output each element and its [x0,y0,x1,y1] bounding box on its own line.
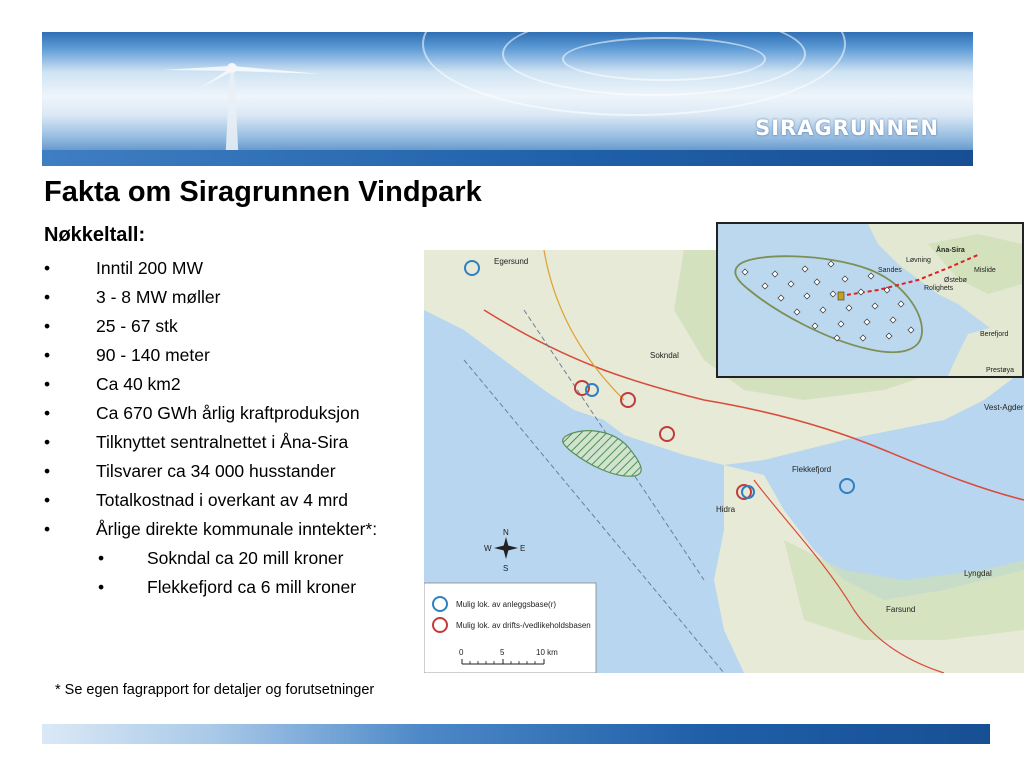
svg-text:N: N [503,528,509,537]
list-item: • Tilknyttet sentralnettet i Åna-Sira [44,432,349,452]
page-title: Fakta om Siragrunnen Vindpark [44,176,482,208]
siragrunnen-logo: SIRAGRUNNEN [755,116,939,140]
svg-text:5: 5 [500,648,505,657]
place-label: Sandes [878,267,902,274]
place-label: Prestøya [986,367,1015,374]
inset-graphic [718,224,1022,376]
place-label: Flekkefjord [792,465,832,474]
legend-red-label: Mulig lok. av drifts-/vedlikeholdsbasen [456,621,591,630]
place-label: Hidra [716,505,736,514]
svg-text:W: W [484,544,492,553]
key-figures-list [44,257,424,605]
wind-park-inset-map [716,222,1024,378]
svg-text:10 km: 10 km [536,648,558,657]
place-label: Egersund [494,257,529,266]
header-banner [42,32,973,166]
list-item: • Årlige direkte kommunale inntekter*: [44,519,378,539]
list-item: • Ca 40 km2 [44,374,181,394]
legend-blue-label: Mulig lok. av anleggsbase(r) [456,600,557,609]
svg-text:S: S [503,564,509,573]
place-label: Sokndal [650,351,679,360]
footer-bar [42,724,990,744]
place-label: Farsund [886,605,916,614]
place-label: Mislide [974,267,996,274]
list-item: • 25 - 67 stk [44,316,178,336]
map-legend [424,583,596,673]
place-label: Vest-Agder [984,403,1024,412]
list-item: • 3 - 8 MW møller [44,287,221,307]
list-item: • Ca 670 GWh årlig kraftproduksjon [44,403,360,423]
footnote: * Se egen fagrapport for detaljer og forutsetninger [55,682,375,698]
substation-icon [838,292,844,300]
place-label: Åna-Sira [936,247,965,254]
list-item: • Totalkostnad i overkant av 4 mrd [44,490,348,510]
list-item: • 90 - 140 meter [44,345,210,365]
list-item: • Tilsvarer ca 34 000 husstander [44,461,336,481]
place-label: Rolighets [924,285,954,292]
sub-list-item: • Sokndal ca 20 mill kroner [98,548,344,568]
place-label: Berefjord [980,331,1009,338]
sub-list-item: • Flekkefjord ca 6 mill kroner [98,577,357,597]
ripple-decoration [562,37,766,81]
wind-turbine-icon [142,32,342,166]
svg-text:E: E [520,544,526,553]
place-label: Lyngdal [964,569,992,578]
banner-stripe [42,150,973,166]
place-label: Østebø [944,277,967,284]
svg-text:0: 0 [459,648,464,657]
place-label: Løvning [906,257,931,264]
list-item: • Inntil 200 MW [44,258,203,278]
key-figures-heading: Nøkkeltall: [44,224,146,246]
